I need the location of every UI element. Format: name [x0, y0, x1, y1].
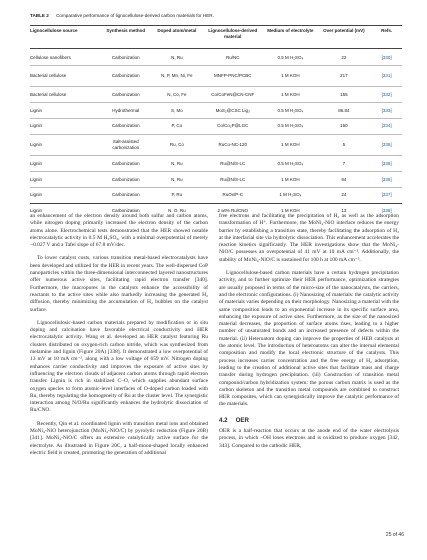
cell-medium: 1 M KOH [281, 176, 300, 182]
cell-ref-link[interactable]: [335] [381, 142, 392, 148]
cell-material: Ru@N/S-LC [220, 160, 246, 166]
body-paragraph: Lignocellulose-based carbon materials have a certain hydrogen precipitation activity, and to further optimize their HER performance, optimization strategies are usually proposed in terms of the micro-size of the nanocatalysts, the carriers, and the electronic configurations. (i) Nanosizing of materials: the catalytic activity of materials varies depending on their morphology. Nanosizing a material with the same composition leads to an exponential increase in its specific surface area, enhancing the exposure of active sites. Furthermore, as the size of the nanosized material decreases, the proportion of surface atoms rises, leading to a higher number of unsaturated bonds and an increased presence of defects within the material. (ii) Heteroatom doping can improve the properties of HER catalysts at the atomic level. The introduction of heteroatoms can alter the internal elemental composition and modify the local electronic structure of the catalysts. This process increases carrier concentration and the free energy of H₂ adsorption, leading to the creation of additional active sites that facilitate mass and charge transfer during hydrogen precipitation. (iii) Construction of transition metal compound/carbon hybridization system: the porous carbon matrix is used as the carbon skeleton and the transition metal compounds are combined to construct HER composites, which can synergistically improve the catalytic performance of the materials. [219, 270, 399, 408]
right-text-column [219, 213, 399, 450]
cell-doped: P, Co [171, 123, 183, 129]
cell-material: RuCo-NC-120 [218, 142, 247, 148]
cell-doped: N, Ru [171, 160, 183, 166]
body-paragraph: an enhancement of the electron density around both sulfur and carbon atoms, while nitrogen doping primarily increased the electron density of the carbon atoms alone. Electrochemical tests demonstrated that the HER showed notable electrocatalytic activity in 0.5 M H₂SO₄, with a minimal overpotential of merely −0.027 V and a Tafel slope of 67.8 mV/dec. [30, 213, 208, 249]
table-caption: Comparative performance of lignocellulose-derived carbon materials for HER. [56, 13, 214, 18]
header-medium: Medium of electrolyte [267, 28, 314, 33]
cell-ref-link[interactable]: [333] [381, 107, 392, 113]
cell-source: Lignin [30, 107, 43, 113]
table-row [30, 50, 402, 65]
cell-method: Salt-assisted carbonization [112, 139, 140, 150]
table-row [30, 65, 402, 87]
cell-source: Lignin [30, 142, 43, 148]
cell-ref-link[interactable]: [332] [381, 91, 392, 97]
cell-method: Carbonization [111, 160, 140, 166]
cell-method: Carbonization [111, 123, 140, 129]
table-row [30, 87, 402, 103]
table-row [30, 171, 402, 187]
cell-source: Bacterial cellulose [30, 73, 67, 79]
table-header-row [30, 28, 402, 50]
cell-ref-link[interactable]: [331] [381, 73, 392, 79]
cell-source: Lignin [30, 123, 43, 129]
table-header-rule [30, 48, 402, 49]
cell-overpotential: 217 [340, 73, 348, 79]
cell-overpotential: 86.84 [338, 107, 350, 113]
cell-overpotential: 5 [342, 142, 346, 148]
header-overpotential: Over potential (mV) [323, 28, 365, 33]
cell-source: Lignin [30, 160, 43, 166]
section-heading [219, 417, 399, 424]
body-paragraph: To lower catalyst costs, various transition metal-based electrocatalysts have been developed and utilized for the HER in recent years. The well-dispersed CoP nanoparticles within the three-dimensional interconnected layered nanostructures offer numerous active sites, facilitating rapid electron transfer [340]. Furthermore, the macropores in the catalysts enhance the accessibility of reactants to the active sites while also markedly increasing the generated H₂ diffusion, thereby minimizing the accumulation of H₂ bubbles on the catalyst surface. [30, 255, 208, 313]
cell-ref-link[interactable]: [336] [381, 176, 392, 182]
cell-source: Lignin [30, 176, 43, 182]
table-row [30, 187, 402, 203]
body-paragraph: OER is a half-reaction that occurs at the anode end of the water electrolysis process, in which –OH loses electrons and is oxidized to produce oxygen [342, 343]. Compared to the cathodic HER, [219, 428, 399, 449]
cell-doped: S, Mo [170, 107, 183, 113]
cell-doped: N, Co, Fe [167, 91, 187, 97]
header-refs: Refs. [381, 28, 393, 33]
body-paragraph: Recently, Qin et al. coordinated lignin with transition metal ions and obtained MoNi₄-NiO heterojunction (MoNi₄-NiO/C) by pyrolytic reduction (Figure 20B) [341]. MoNi₄-NiO/C offers an extensive catalytically active surface for the electrolyte. As illustrated in Figure 20C, a half-moon-shaped locally enhanced electric field is created, promoting the generation of additional [30, 420, 208, 456]
cell-overpotential: 24 [341, 192, 347, 198]
cell-source: Lignin [30, 208, 43, 214]
cell-method: Carbonization [111, 73, 140, 79]
cell-ref-link[interactable]: [337] [381, 192, 392, 198]
cell-material: RuOx/P-C [222, 192, 243, 198]
cell-source: Lignin [30, 192, 43, 198]
cell-medium: 0.5 M H₂SO₄ [277, 160, 304, 166]
header-doped: Doped atom/metal [157, 28, 197, 33]
header-method: Synthesis method [106, 28, 146, 33]
cell-medium: 0.5 M H₂SO₄ [277, 107, 304, 113]
comparison-table [30, 28, 402, 218]
cell-source: Bacterial cellulose [30, 91, 67, 97]
section-title: OER [235, 416, 250, 424]
cell-material: Co/Co₂P@LGC [217, 123, 249, 129]
cell-medium: 1 M H₂SO₄ [279, 192, 302, 198]
cell-doped: N, Ru [171, 54, 183, 60]
header-source: Lignocellulose source [30, 28, 78, 33]
table-row [30, 156, 402, 172]
cell-method: Hydrothermal [112, 107, 140, 113]
table-row [30, 103, 402, 119]
cell-overpotential: 13 [341, 208, 347, 214]
header-material: Lignocellulose-derived material [208, 28, 258, 39]
cell-method: Carbonization [111, 54, 140, 60]
cell-doped: Ru, Co [169, 142, 184, 148]
cell-source: Cellulose nanofibers [30, 54, 71, 60]
cell-material: Ru@N/S-LC [220, 176, 246, 182]
cell-material: Co/CoFeN@CN-CNF [211, 91, 255, 97]
cell-ref-link[interactable]: [336] [381, 160, 392, 166]
cell-medium: 1 M KOH [281, 73, 300, 79]
table-row [30, 118, 402, 134]
cell-ref-link[interactable]: [334] [381, 123, 392, 129]
body-paragraph: free electrons and facilitating the precipitation of H₂ as well as the adsorption transformation of H⁺. Furthermore, the MoNi₄-NiO interface reduces the energy barrier by establishing a transition state, thereby facilitating the adsorption of H₂ at the interfacial site via hydrolytic dissociation. This enhancement accelerates the reaction kinetics significantly. The HER investigations show that the MoNi₄-NiO/C possesses an overpotential of 41 mV at 10 mA cm⁻². Additionally, the stability of MoNi₄-NiO/C is sustained for 100 h at 100 mA cm⁻². [219, 213, 399, 263]
cell-overpotential: 7 [342, 160, 346, 166]
cell-medium: 0.5 M H₂SO₄ [277, 123, 304, 129]
cell-ref-link[interactable]: [338] [381, 208, 392, 214]
cell-overpotential: 94 [341, 176, 347, 182]
section-number: 4.2 [219, 416, 228, 424]
cell-medium: 1 M KOH [281, 142, 300, 148]
cell-doped: N, Ru [171, 176, 183, 182]
cell-doped: P, Ru [171, 192, 183, 198]
cell-method: Carbonization [111, 91, 140, 97]
cell-overpotential: 150 [340, 123, 348, 129]
cell-medium: 1 M KOH [281, 208, 300, 214]
table-caption-line [30, 13, 402, 18]
cell-method: Carbonization [111, 192, 140, 198]
cell-overpotential: 22 [341, 54, 347, 60]
cell-medium: 0.5 M H₂SO₄ [277, 54, 304, 60]
table-bottom-rule [30, 203, 402, 204]
cell-material: MoS₂@CSC Lig₃ [215, 107, 250, 113]
table-row [30, 134, 402, 156]
cell-overpotential: 155 [340, 91, 348, 97]
cell-doped: N, P, Mn, Ni, Fe [161, 73, 193, 79]
left-text-column [30, 213, 208, 457]
cell-method: Carbonization [111, 208, 140, 214]
cell-material: Ru/NC [225, 54, 240, 60]
cell-doped: N, O, Ru [168, 208, 186, 214]
cell-medium: 1 M KOH [281, 91, 300, 97]
cell-method: Carbonization [111, 176, 140, 182]
cell-material: 2 wt% Ru/CNO [217, 208, 248, 214]
cell-ref-link[interactable]: [330] [381, 54, 392, 60]
page-number: 25 of 46 [385, 532, 404, 538]
cell-material: MNFP-PNC/PCBC [213, 73, 252, 79]
body-paragraph: Lignocellulosic-based carbon materials prepared by modification or in situ doping and calcination have favorable electrical conductivity and HER electrocatalytic activity. Wang et al. developed an HER catalyst featuring Ru clusters distributed on oxygen-rich carbon nitride, which was synthesized from melamine and lignin (Figure 20A) [338]. It demonstrated a low overpotential of 13 mV at 10 mA cm⁻², along with a low voltage of 659 mV. Nitrogen doping enhances carrier conductivity and improves the exposure of active sites by influencing the electron clouds of adjacent carbon atoms through rapid electron transfer. Lignin is rich in stabilized C–O, which supplies abundant surface oxygen species to form atomic-level interfaces of O-doped carbon loaded with Ru, thereby regulating the homogeneity of Ru at the cluster level. The synergistic interaction among N/O/Ru significantly enhances the hydrolytic dissociation of Ru/CNO. [30, 319, 208, 414]
table-label: TABLE 2 [30, 13, 49, 18]
table-top-rule [30, 25, 402, 26]
